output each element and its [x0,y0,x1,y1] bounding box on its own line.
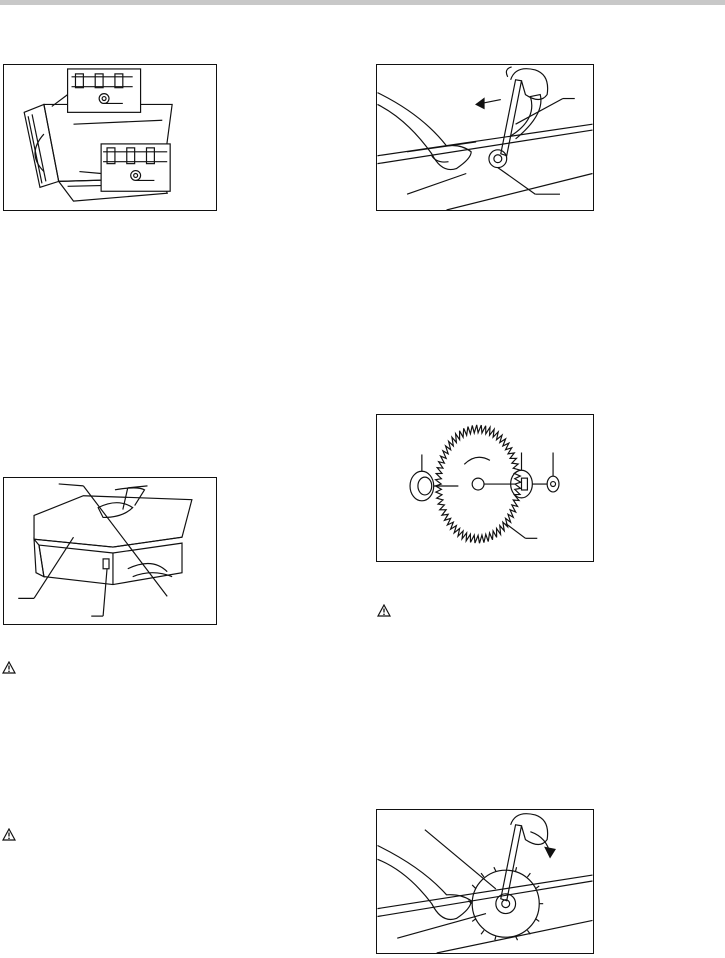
blade-wrench-loosening-illustration [377,65,593,210]
figure-middle-right [376,414,594,562]
table-saw-overview-illustration [4,478,216,624]
header-bar [0,0,725,5]
figure-top-right [376,64,594,211]
table-saw-top-detail-illustration [4,65,216,210]
warning-icon-1 [2,661,16,674]
warning-icon-3 [377,604,391,617]
blade-wrench-tightening-illustration [377,810,593,953]
figure-top-left [3,64,217,211]
warning-icon-2 [2,828,16,841]
figure-bottom-right [376,809,594,954]
figure-middle-left [3,477,217,625]
blade-flange-exploded-illustration [377,415,593,561]
